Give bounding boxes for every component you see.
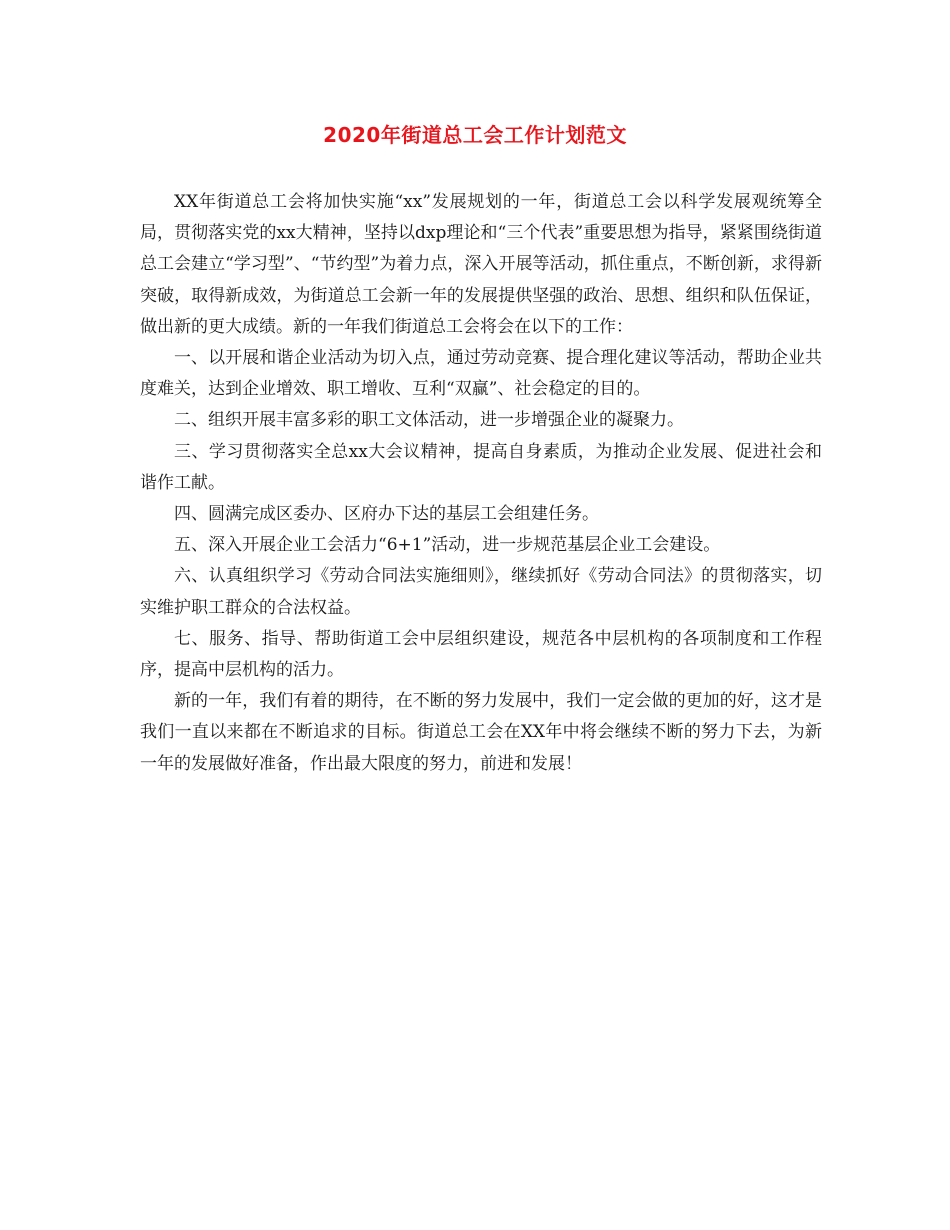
paragraph-item-3: 三、学习贯彻落实全总xx大会议精神，提高自身素质，为推动企业发展、促进社会和谐作工献。 (140, 441, 822, 493)
paragraph-item-5: 五、深入开展企业工会活力“6+1”活动，进一步规范基层企业工会建设。 (174, 535, 721, 556)
document-title: 2020年街道总工会工作计划范文 (323, 123, 627, 147)
paragraph-item-7: 七、服务、指导、帮助街道工会中层组织建设，规范各中层机构的各项制度和工作程序，提高中层机构的活力。 (140, 628, 822, 681)
paragraph-item-2: 二、组织开展丰富多彩的职工文体活动，进一步增强企业的凝聚力。 (174, 410, 684, 431)
paragraph-intro: XX年街道总工会将加快实施“xx”发展规划的一年，街道总工会以科学发展观统筹全局，贯彻落实党的xx大精神，坚持以dxp理论和“三个代表”重要思想为指导，紧紧围绕街道总工会建立“学习型”、“节约型”为着力点，深入开展等活动，抓住重点，不断创新，求得新突破，取得新成效，为街道总工会新一年的发展提供坚强的政治、思想、组织和队伍保证，做出新的更大成绩。新的一年我们街道总工会将会在以下的工作： (140, 192, 822, 337)
paragraph-item-6: 六、认真组织学习《劳动合同法实施细则》，继续抓好《劳动合同法》的贯彻落实，切实维护职工群众的合法权益。 (140, 566, 822, 618)
paragraph-conclusion: 新的一年，我们有着的期待，在不断的努力发展中，我们一定会做的更加的好，这才是我们一直以来都在不断追求的目标。街道总工会在XX年中将会继续不断的努力下去，为新一年的发展做好准备，作出最大限度的努力，前进和发展！ (140, 691, 822, 774)
paragraph-item-4: 四、圆满完成区委办、区府办下达的基层工会组建任务。 (174, 504, 599, 525)
document-body (140, 187, 822, 780)
paragraph-item-1: 一、以开展和谐企业活动为切入点，通过劳动竞赛、提合理化建议等活动，帮助企业共度难关，达到企业增效、职工增收、互利“双赢”、社会稳定的目的。 (140, 348, 822, 400)
